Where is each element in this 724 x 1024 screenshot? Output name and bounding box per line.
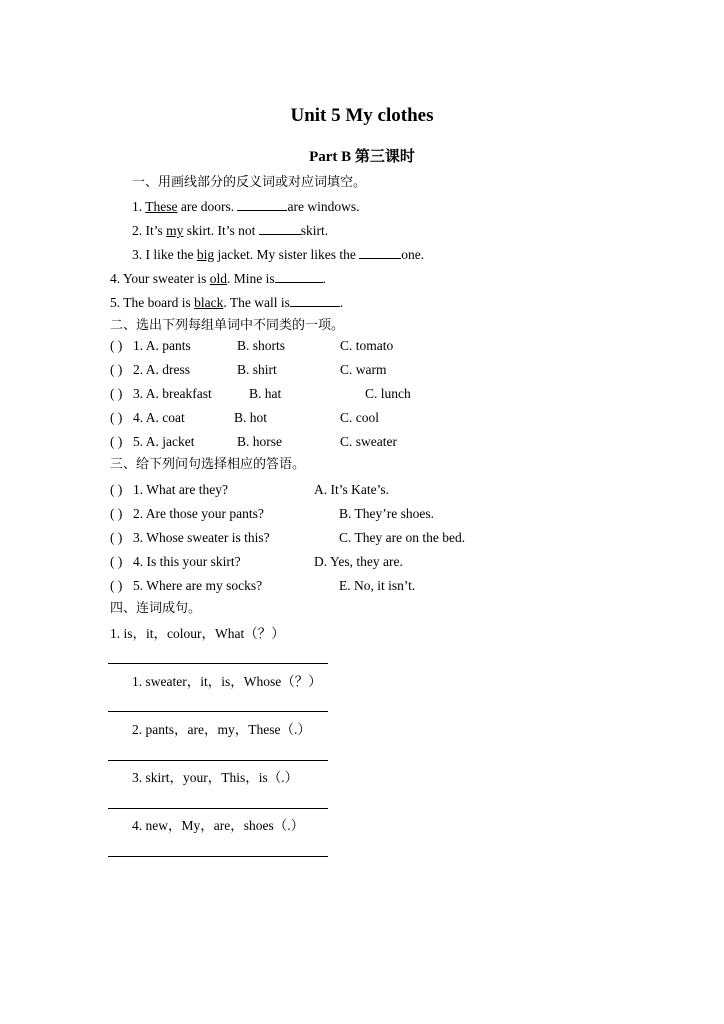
- answer-blank[interactable]: [359, 247, 401, 259]
- answer-paren[interactable]: ( ): [110, 410, 123, 425]
- s4-item: 4. new，My，are，shoes（.）: [132, 818, 305, 833]
- answer-paren[interactable]: ( ): [110, 554, 123, 569]
- s1-question-4: 4. Your sweater is old. Mine is .: [110, 271, 327, 286]
- section2-heading: 二、选出下列每组单词中不同类的一项。: [110, 318, 345, 333]
- worksheet-page: Unit 5 My clothes Part B 第三课时 一、用画线部分的反义词或对应词填空。 1. These are doors. are windows. 2. It’s my skirt. It’s not skirt. 3. I like the big jacket. My sister likes the one. 4. Your sweater is old. Mine is . 5. The board is black. The wall is . 二、选出下列每组单词中不同类的一项。 ( ) 1. A. pants B. shorts C. tomato ( ) 2. A. dress B. shirt C. warm ( ) 3. A. breakfast B. hat C. lunch ( ) 4. A. coat B. hot C. cool ( ) 5. A. jacket B. horse C. sweater 三、给下列问句选择相应的答语。 ( ) 1. What are they? A. It’s Kate’s. ( ) 2. Are those your pants? B. They’re shoes. ( ) 3. Whose sweater is this? C. They are on the bed. ( ) 4. Is this your skirt? D. Yes, they are. ( ) 5. Where are my socks? E. No, it isn’t. 四、连词成句。 1. is，it，colour，What（？） 1. sweater，it，is，Whose（？） 2. pants，are，my，These（.） 3. skirt，your，This，is（.） 4. new，My，are，shoes（.）: [0, 0, 724, 1024]
- s4-item: 3. skirt，your，This，is（.）: [132, 770, 299, 785]
- answer-paren[interactable]: ( ): [110, 482, 123, 497]
- underlined-word: These: [145, 199, 178, 214]
- page-title: Unit 5 My clothes: [290, 105, 434, 126]
- s1-question-5: 5. The board is black. The wall is .: [110, 295, 344, 310]
- s1-question-1: 1. These are doors. are windows.: [132, 199, 360, 214]
- answer-paren[interactable]: ( ): [110, 434, 123, 449]
- answer-paren[interactable]: ( ): [110, 362, 123, 377]
- answer-blank[interactable]: [290, 295, 340, 307]
- underlined-word: my: [166, 223, 184, 238]
- section1-heading: 一、用画线部分的反义词或对应词填空。: [132, 175, 367, 190]
- writing-line[interactable]: [108, 856, 328, 857]
- s4-item: 1. sweater，it，is，Whose（？）: [132, 674, 322, 689]
- s1-question-2: 2. It’s my skirt. It’s not skirt.: [132, 223, 329, 238]
- writing-line[interactable]: [108, 663, 328, 664]
- answer-paren[interactable]: ( ): [110, 530, 123, 545]
- s4-item: 1. is，it，colour，What（？）: [110, 626, 285, 641]
- answer-paren[interactable]: ( ): [110, 338, 123, 353]
- answer-blank[interactable]: [237, 199, 287, 211]
- writing-line[interactable]: [108, 711, 328, 712]
- s1-question-3: 3. I like the big jacket. My sister likes the one.: [132, 247, 425, 262]
- writing-line[interactable]: [108, 760, 328, 761]
- s4-item: 2. pants，are，my，These（.）: [132, 722, 311, 737]
- answer-paren[interactable]: ( ): [110, 386, 123, 401]
- answer-paren[interactable]: ( ): [110, 578, 123, 593]
- answer-paren[interactable]: ( ): [110, 506, 123, 521]
- underlined-word: black: [194, 295, 224, 310]
- page-subtitle: Part B 第三课时: [309, 149, 415, 165]
- writing-line[interactable]: [108, 808, 328, 809]
- underlined-word: old: [209, 271, 228, 286]
- section3-heading: 三、给下列问句选择相应的答语。: [110, 457, 306, 472]
- underlined-word: big: [196, 247, 215, 262]
- answer-blank[interactable]: [259, 223, 301, 235]
- answer-blank[interactable]: [275, 271, 323, 283]
- section4-heading: 四、连词成句。: [110, 601, 202, 616]
